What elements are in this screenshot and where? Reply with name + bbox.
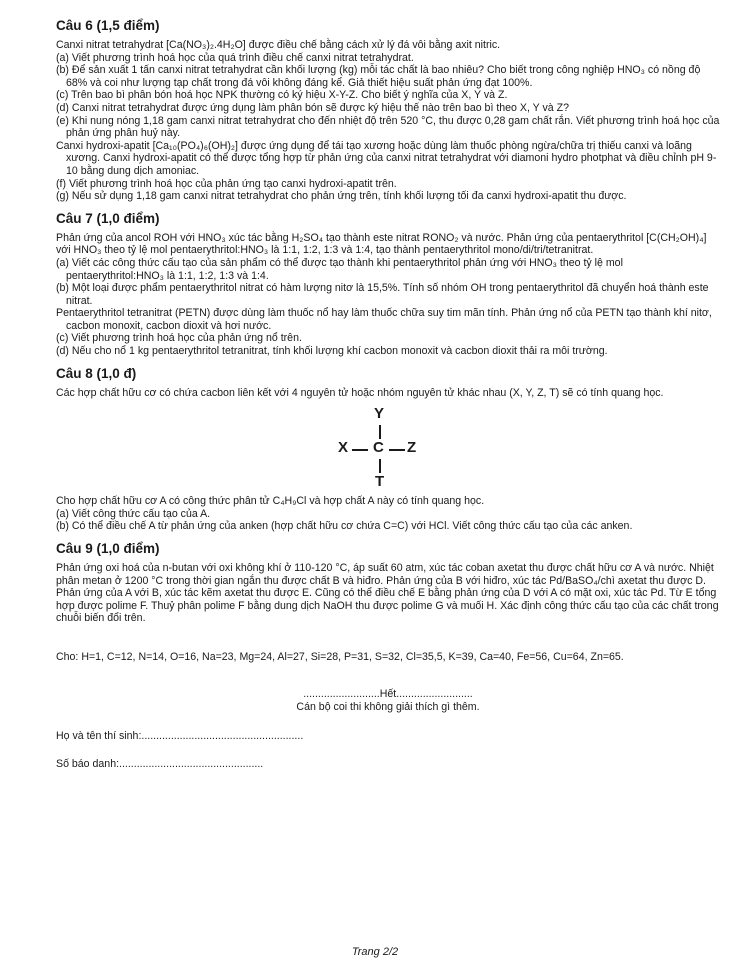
question-6-title: Câu 6 (1,5 điểm) [56,18,160,33]
q6-intro: Canxi nitrat tetrahydrat [Ca(NO₃)₂.4H₂O] được điều chế bằng cách xử lý đá vôi bằng axit nitric. [56,39,501,51]
q8-part-a: (a) Viết công thức cấu tạo của A. [56,507,211,520]
question-7-title: Câu 7 (1,0 điểm) [56,210,160,226]
q8-compound-a: Cho hợp chất hữu cơ A có công thức phân tử C₄H₉Cl và hợp chất A này có tính quang học. [56,495,485,508]
question-9-title: Câu 9 (1,0 điểm) [56,541,160,557]
atom-y: Y [374,405,385,423]
bond-top [379,425,381,439]
q6-apatite-text: Canxi hydroxi-apatit [Ca₁₀(PO₄)₆(OH)₂] được ứng dụng để tái tạo xương hoặc dùng làm thuốc phòng ngừa/chữa trị thiếu canxi và loãng xương. Canxi hydroxi-apatit có thể được tổng hợp từ phản ứng của canxi nitrat tetrahydrat với diamoni hydro photphat và điều chỉnh pH 9-10 bằng dung dịch amoniac. [56,139,717,177]
chiral-carbon-structure [56,399,720,495]
q7-part-d: (d) Nếu cho nổ 1 kg pentaerythritol tetranitrat, tính khối lượng khí cacbon monoxit và cacbon dioxit thải ra môi trường. [56,345,608,358]
end-mark: ..........................Hết.......................... [303,687,473,700]
atom-c: C [373,439,384,457]
question-8-title: Câu 8 (1,0 đ) [56,365,137,381]
q7-intro: Phản ứng của ancol ROH với HNO₃ xúc tác bằng H₂SO₄ tạo thành este nitrat RONO₂ và nước. Phản ứng của pentaerythritol [C(CH₂OH)₄] với HNO₃ theo tỷ lệ mol pentaerythritol:HNO₃ là 1:1, 1:2, 1:3 và 1:4, tạo thành pentaerythritol mono/di/tri/tetranitrat. [56,231,707,257]
q8-part-b: (b) Có thể điều chế A từ phản ứng của anken (hợp chất hữu cơ chứa C=C) với HCl. Viết công thức cấu tạo của các anken. [56,520,633,533]
atomic-masses: Cho: H=1, C=12, N=14, O=16, Na=23, Mg=24, Al=27, Si=28, P=31, S=32, Cl=35,5, K=39, Ca=40, Fe=56, Cu=64, Zn=65. [56,651,624,663]
q8-intro: Các hợp chất hữu cơ có chứa cacbon liên kết với 4 nguyên tử hoặc nhóm nguyên tử khác nhau (X, Y, Z, T) sẽ có tính quang học. [56,386,664,399]
candidate-id-field: Số báo danh:................................................. [56,757,264,770]
q7-petn-text: Pentaerythritol tetranitrat (PETN) được dùng làm thuốc nổ hay làm thuốc chữa suy tim mãn tính. Phản ứng nổ của PETN tạo thành khí nitơ, cacbon monoxit, cacbon dioxit và hơi nước. [56,307,712,332]
q7-part-b: (b) Một loại được phẩm pentaerythritol nitrat có hàm lượng nitơ là 15,5%. Tính số nhóm OH trong pentaerythritol đã chuyển hoá thành este nitrat. [56,282,709,307]
q7-part-c: (c) Viết phương trình hoá học của phản ứng nổ trên. [56,332,302,345]
bond-right [389,449,405,451]
bond-left [352,449,368,451]
atom-t: T [375,473,385,491]
proctor-note: Cán bộ coi thi không giải thích gì thêm. [296,700,480,713]
q6-part-f: (f) Viết phương trình hoá học của phản ứng tạo canxi hydroxi-apatit trên. [56,177,397,190]
atom-x: X [338,439,349,457]
q6-part-a: (a) Viết phương trình hoá học của quá trình điều chế canxi nitrat tetrahydrat. [56,51,414,64]
q6-part-b: (b) Để sản xuất 1 tấn canxi nitrat tetrahydrat cần khối lượng (kg) mỗi tác chất là bao nhiêu? Cho biết trong công nghiệp HNO₃ có nồng độ 68% và coi như lượng tạp chất trong đá vôi không đáng kể. Giả thiết hiệu suất phản ứng đạt 100%. [56,64,701,89]
q6-part-c: (c) Trên bao bì phân bón hoá học NPK thường có ký hiệu X-Y-Z. Cho biết ý nghĩa của X, Y và Z. [56,89,508,102]
q9-text: Phản ứng oxi hoá của n-butan với oxi không khí ở 110-120 °C, áp suất 60 atm, xúc tác coban axetat thu được chất hữu cơ A và nước. Nhiệt phân metan ở 1200 °C trong thời gian ngắn thu được chất B và hiđro. Phản ứng của B với hiđro, xúc tác Pd/BaSO₄/chì axetat thu được D. Phản ứng của A với B, xúc tác kẽm axetat thu được E. Cũng có thể điều chế E bằng phản ứng của D với A có mặt oxi, xúc tác Pd. Từ E tổng hợp được polime F. Thuỷ phân polime F bằng dung dịch NaOH thu được polime G và muối H. Xác định công thức cấu tạo của các chất trong chuỗi biến đổi trên. [56,562,719,625]
question-7 [56,211,720,358]
question-9 [56,541,720,625]
q6-part-e: (e) Khi nung nóng 1,18 gam canxi nitrat tetrahydrat cho đến nhiệt độ trên 520 °C, thu được 0,28 gam chất rắn. Viết phương trình hoá học của phản ứng phân huỷ này. [56,114,720,140]
q7-part-a: (a) Viết các công thức cấu tạo của sản phẩm có thể được tạo thành khi pentaerythritol phản ứng với HNO₃ theo tỷ lệ mol pentaerythritol:HNO₃ là 1:1, 1:2, 1:3 và 1:4. [56,256,623,282]
bond-bottom [379,459,381,473]
question-8 [56,366,720,533]
q6-part-d: (d) Canxi nitrat tetrahydrat được ứng dụng làm phân bón sẽ được ký hiệu thế nào trên bao bì theo X, Y và Z? [56,101,569,114]
question-6 [56,18,720,203]
atom-z: Z [407,439,417,457]
end-block [56,688,720,714]
q6-part-g: (g) Nếu sử dụng 1,18 gam canxi nitrat tetrahydrat cho phản ứng trên, tính khối lượng tối đa canxi hydroxi-apatit thu được. [56,190,627,203]
candidate-name-field: Họ và tên thí sinh:....................................................... [56,729,304,742]
page-number: Trang 2/2 [351,946,399,958]
